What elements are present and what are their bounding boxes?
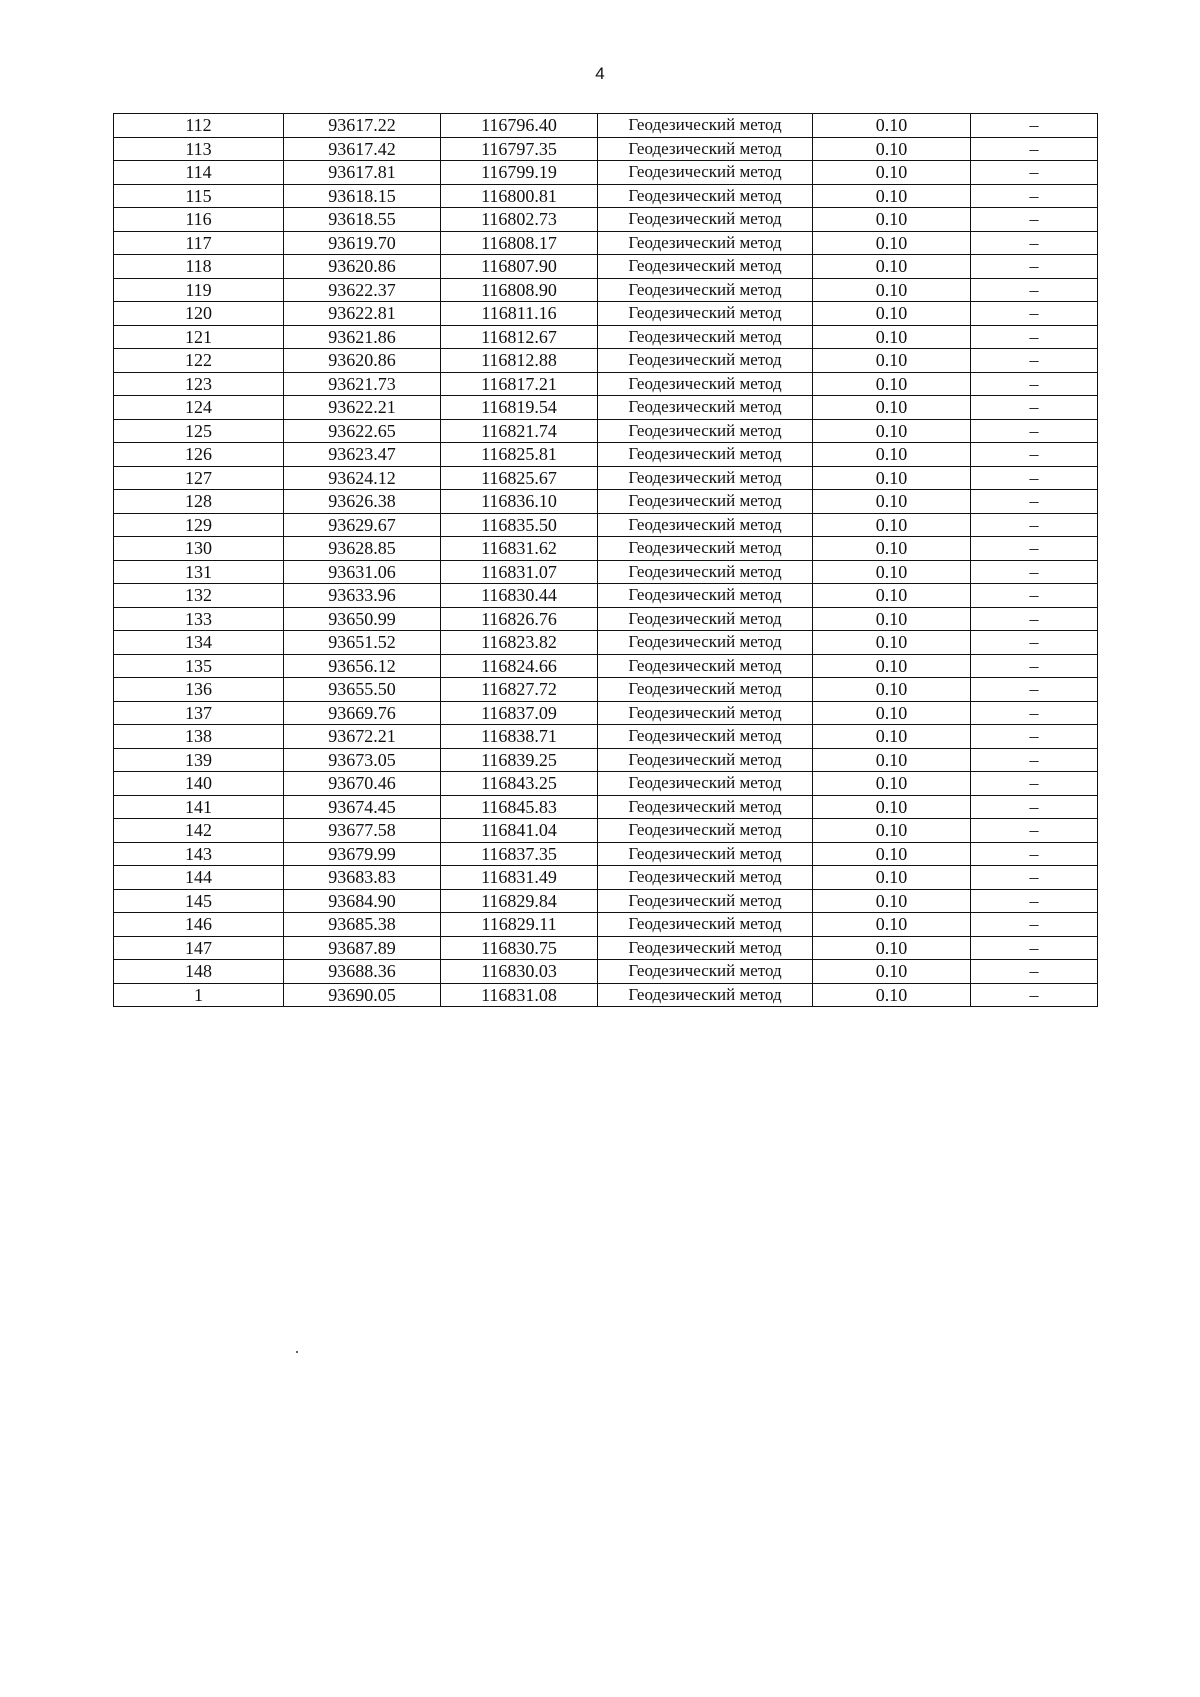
dash-cell: – [971,278,1098,302]
method-cell: Геодезический метод [598,208,813,232]
point-number-cell: 1 [114,983,284,1007]
y-coordinate-cell: 116845.83 [441,795,598,819]
y-coordinate-cell: 116829.84 [441,889,598,913]
method-cell: Геодезический метод [598,137,813,161]
dash-cell: – [971,748,1098,772]
method-cell: Геодезический метод [598,654,813,678]
accuracy-cell: 0.10 [813,443,971,467]
accuracy-cell: 0.10 [813,701,971,725]
x-coordinate-cell: 93690.05 [284,983,441,1007]
table-row [114,466,1098,490]
x-coordinate-cell: 93672.21 [284,725,441,749]
method-cell: Геодезический метод [598,419,813,443]
x-coordinate-cell: 93622.21 [284,396,441,420]
accuracy-cell: 0.10 [813,161,971,185]
point-number-cell: 120 [114,302,284,326]
x-coordinate-cell: 93688.36 [284,960,441,984]
accuracy-cell: 0.10 [813,255,971,279]
x-coordinate-cell: 93622.81 [284,302,441,326]
table-row [114,278,1098,302]
table-row [114,349,1098,373]
accuracy-cell: 0.10 [813,537,971,561]
accuracy-cell: 0.10 [813,631,971,655]
table-row [114,419,1098,443]
point-number-cell: 142 [114,819,284,843]
method-cell: Геодезический метод [598,349,813,373]
table-row [114,936,1098,960]
method-cell: Геодезический метод [598,372,813,396]
x-coordinate-cell: 93622.65 [284,419,441,443]
table-row [114,537,1098,561]
coordinates-table [113,113,1098,1007]
point-number-cell: 146 [114,913,284,937]
y-coordinate-cell: 116839.25 [441,748,598,772]
accuracy-cell: 0.10 [813,302,971,326]
x-coordinate-cell: 93674.45 [284,795,441,819]
point-number-cell: 123 [114,372,284,396]
method-cell: Геодезический метод [598,537,813,561]
dash-cell: – [971,466,1098,490]
y-coordinate-cell: 116837.09 [441,701,598,725]
accuracy-cell: 0.10 [813,114,971,138]
accuracy-cell: 0.10 [813,560,971,584]
x-coordinate-cell: 93618.15 [284,184,441,208]
method-cell: Геодезический метод [598,184,813,208]
accuracy-cell: 0.10 [813,490,971,514]
method-cell: Геодезический метод [598,443,813,467]
method-cell: Геодезический метод [598,866,813,890]
method-cell: Геодезический метод [598,772,813,796]
table-row [114,866,1098,890]
dash-cell: – [971,725,1098,749]
table-row [114,560,1098,584]
dash-cell: – [971,889,1098,913]
table-row [114,889,1098,913]
y-coordinate-cell: 116830.03 [441,960,598,984]
point-number-cell: 129 [114,513,284,537]
method-cell: Геодезический метод [598,842,813,866]
dash-cell: – [971,701,1098,725]
table-row [114,748,1098,772]
method-cell: Геодезический метод [598,490,813,514]
dash-cell: – [971,537,1098,561]
method-cell: Геодезический метод [598,584,813,608]
y-coordinate-cell: 116797.35 [441,137,598,161]
accuracy-cell: 0.10 [813,960,971,984]
dash-cell: – [971,443,1098,467]
dash-cell: – [971,114,1098,138]
y-coordinate-cell: 116808.90 [441,278,598,302]
table-row [114,795,1098,819]
dash-cell: – [971,983,1098,1007]
accuracy-cell: 0.10 [813,842,971,866]
accuracy-cell: 0.10 [813,372,971,396]
accuracy-cell: 0.10 [813,772,971,796]
point-number-cell: 118 [114,255,284,279]
x-coordinate-cell: 93683.83 [284,866,441,890]
dash-cell: – [971,349,1098,373]
point-number-cell: 126 [114,443,284,467]
dash-cell: – [971,231,1098,255]
table-row [114,137,1098,161]
accuracy-cell: 0.10 [813,819,971,843]
accuracy-cell: 0.10 [813,748,971,772]
y-coordinate-cell: 116843.25 [441,772,598,796]
x-coordinate-cell: 93670.46 [284,772,441,796]
point-number-cell: 117 [114,231,284,255]
method-cell: Геодезический метод [598,325,813,349]
method-cell: Геодезический метод [598,960,813,984]
method-cell: Геодезический метод [598,701,813,725]
accuracy-cell: 0.10 [813,889,971,913]
point-number-cell: 115 [114,184,284,208]
method-cell: Геодезический метод [598,678,813,702]
x-coordinate-cell: 93633.96 [284,584,441,608]
table-row [114,842,1098,866]
accuracy-cell: 0.10 [813,184,971,208]
accuracy-cell: 0.10 [813,607,971,631]
x-coordinate-cell: 93687.89 [284,936,441,960]
point-number-cell: 128 [114,490,284,514]
table-row [114,443,1098,467]
x-coordinate-cell: 93619.70 [284,231,441,255]
x-coordinate-cell: 93626.38 [284,490,441,514]
y-coordinate-cell: 116817.21 [441,372,598,396]
x-coordinate-cell: 93624.12 [284,466,441,490]
method-cell: Геодезический метод [598,161,813,185]
dash-cell: – [971,678,1098,702]
x-coordinate-cell: 93669.76 [284,701,441,725]
method-cell: Геодезический метод [598,607,813,631]
x-coordinate-cell: 93684.90 [284,889,441,913]
x-coordinate-cell: 93679.99 [284,842,441,866]
method-cell: Геодезический метод [598,913,813,937]
accuracy-cell: 0.10 [813,349,971,373]
y-coordinate-cell: 116799.19 [441,161,598,185]
y-coordinate-cell: 116808.17 [441,231,598,255]
dash-cell: – [971,936,1098,960]
y-coordinate-cell: 116838.71 [441,725,598,749]
accuracy-cell: 0.10 [813,795,971,819]
method-cell: Геодезический метод [598,466,813,490]
y-coordinate-cell: 116811.16 [441,302,598,326]
x-coordinate-cell: 93673.05 [284,748,441,772]
method-cell: Геодезический метод [598,748,813,772]
x-coordinate-cell: 93623.47 [284,443,441,467]
x-coordinate-cell: 93621.73 [284,372,441,396]
dash-cell: – [971,161,1098,185]
table-row [114,231,1098,255]
point-number-cell: 140 [114,772,284,796]
table-row [114,184,1098,208]
point-number-cell: 113 [114,137,284,161]
method-cell: Геодезический метод [598,255,813,279]
y-coordinate-cell: 116831.07 [441,560,598,584]
point-number-cell: 136 [114,678,284,702]
dash-cell: – [971,584,1098,608]
dash-cell: – [971,560,1098,584]
x-coordinate-cell: 93620.86 [284,255,441,279]
accuracy-cell: 0.10 [813,419,971,443]
x-coordinate-cell: 93677.58 [284,819,441,843]
point-number-cell: 134 [114,631,284,655]
table-row [114,208,1098,232]
y-coordinate-cell: 116841.04 [441,819,598,843]
x-coordinate-cell: 93617.81 [284,161,441,185]
point-number-cell: 131 [114,560,284,584]
dash-cell: – [971,137,1098,161]
x-coordinate-cell: 93628.85 [284,537,441,561]
accuracy-cell: 0.10 [813,278,971,302]
table-row [114,960,1098,984]
accuracy-cell: 0.10 [813,325,971,349]
y-coordinate-cell: 116831.49 [441,866,598,890]
point-number-cell: 116 [114,208,284,232]
point-number-cell: 119 [114,278,284,302]
point-number-cell: 145 [114,889,284,913]
dash-cell: – [971,654,1098,678]
table-row [114,819,1098,843]
x-coordinate-cell: 93685.38 [284,913,441,937]
dash-cell: – [971,513,1098,537]
x-coordinate-cell: 93620.86 [284,349,441,373]
dash-cell: – [971,325,1098,349]
dash-cell: – [971,184,1098,208]
y-coordinate-cell: 116837.35 [441,842,598,866]
dash-cell: – [971,419,1098,443]
coordinates-table-body [114,114,1098,1007]
method-cell: Геодезический метод [598,936,813,960]
x-coordinate-cell: 93650.99 [284,607,441,631]
point-number-cell: 137 [114,701,284,725]
y-coordinate-cell: 116807.90 [441,255,598,279]
accuracy-cell: 0.10 [813,936,971,960]
dash-cell: – [971,631,1098,655]
accuracy-cell: 0.10 [813,466,971,490]
stray-dot-mark [296,1351,298,1353]
point-number-cell: 135 [114,654,284,678]
x-coordinate-cell: 93631.06 [284,560,441,584]
table-row [114,114,1098,138]
y-coordinate-cell: 116826.76 [441,607,598,631]
table-row [114,490,1098,514]
y-coordinate-cell: 116830.44 [441,584,598,608]
table-row [114,161,1098,185]
point-number-cell: 148 [114,960,284,984]
point-number-cell: 141 [114,795,284,819]
y-coordinate-cell: 116831.08 [441,983,598,1007]
y-coordinate-cell: 116830.75 [441,936,598,960]
method-cell: Геодезический метод [598,302,813,326]
y-coordinate-cell: 116827.72 [441,678,598,702]
point-number-cell: 143 [114,842,284,866]
y-coordinate-cell: 116824.66 [441,654,598,678]
dash-cell: – [971,396,1098,420]
method-cell: Геодезический метод [598,396,813,420]
y-coordinate-cell: 116825.81 [441,443,598,467]
x-coordinate-cell: 93618.55 [284,208,441,232]
table-row [114,983,1098,1007]
dash-cell: – [971,255,1098,279]
y-coordinate-cell: 116829.11 [441,913,598,937]
dash-cell: – [971,490,1098,514]
accuracy-cell: 0.10 [813,513,971,537]
point-number-cell: 130 [114,537,284,561]
table-row [114,607,1098,631]
table-row [114,372,1098,396]
table-row [114,513,1098,537]
point-number-cell: 147 [114,936,284,960]
x-coordinate-cell: 93617.22 [284,114,441,138]
dash-cell: – [971,302,1098,326]
table-row [114,302,1098,326]
dash-cell: – [971,208,1098,232]
dash-cell: – [971,866,1098,890]
method-cell: Геодезический метод [598,819,813,843]
accuracy-cell: 0.10 [813,983,971,1007]
point-number-cell: 133 [114,607,284,631]
y-coordinate-cell: 116812.88 [441,349,598,373]
y-coordinate-cell: 116800.81 [441,184,598,208]
dash-cell: – [971,772,1098,796]
y-coordinate-cell: 116819.54 [441,396,598,420]
y-coordinate-cell: 116835.50 [441,513,598,537]
accuracy-cell: 0.10 [813,913,971,937]
x-coordinate-cell: 93655.50 [284,678,441,702]
table-row [114,725,1098,749]
accuracy-cell: 0.10 [813,396,971,420]
point-number-cell: 122 [114,349,284,373]
y-coordinate-cell: 116802.73 [441,208,598,232]
x-coordinate-cell: 93651.52 [284,631,441,655]
y-coordinate-cell: 116825.67 [441,466,598,490]
accuracy-cell: 0.10 [813,654,971,678]
point-number-cell: 124 [114,396,284,420]
point-number-cell: 127 [114,466,284,490]
table-row [114,678,1098,702]
y-coordinate-cell: 116836.10 [441,490,598,514]
table-row [114,584,1098,608]
x-coordinate-cell: 93656.12 [284,654,441,678]
dash-cell: – [971,795,1098,819]
dash-cell: – [971,960,1098,984]
table-row [114,654,1098,678]
point-number-cell: 139 [114,748,284,772]
point-number-cell: 144 [114,866,284,890]
accuracy-cell: 0.10 [813,678,971,702]
point-number-cell: 121 [114,325,284,349]
method-cell: Геодезический метод [598,725,813,749]
dash-cell: – [971,372,1098,396]
accuracy-cell: 0.10 [813,725,971,749]
y-coordinate-cell: 116796.40 [441,114,598,138]
y-coordinate-cell: 116821.74 [441,419,598,443]
page-number: 4 [595,64,605,83]
y-coordinate-cell: 116823.82 [441,631,598,655]
x-coordinate-cell: 93629.67 [284,513,441,537]
table-row [114,772,1098,796]
method-cell: Геодезический метод [598,231,813,255]
method-cell: Геодезический метод [598,513,813,537]
accuracy-cell: 0.10 [813,584,971,608]
method-cell: Геодезический метод [598,114,813,138]
table-row [114,325,1098,349]
accuracy-cell: 0.10 [813,137,971,161]
y-coordinate-cell: 116831.62 [441,537,598,561]
point-number-cell: 132 [114,584,284,608]
point-number-cell: 112 [114,114,284,138]
point-number-cell: 125 [114,419,284,443]
table-row [114,396,1098,420]
dash-cell: – [971,607,1098,631]
x-coordinate-cell: 93621.86 [284,325,441,349]
dash-cell: – [971,819,1098,843]
table-row [114,631,1098,655]
accuracy-cell: 0.10 [813,231,971,255]
table-row [114,913,1098,937]
point-number-cell: 114 [114,161,284,185]
x-coordinate-cell: 93617.42 [284,137,441,161]
table-row [114,255,1098,279]
method-cell: Геодезический метод [598,278,813,302]
method-cell: Геодезический метод [598,795,813,819]
method-cell: Геодезический метод [598,631,813,655]
method-cell: Геодезический метод [598,983,813,1007]
accuracy-cell: 0.10 [813,208,971,232]
accuracy-cell: 0.10 [813,866,971,890]
dash-cell: – [971,842,1098,866]
method-cell: Геодезический метод [598,889,813,913]
x-coordinate-cell: 93622.37 [284,278,441,302]
point-number-cell: 138 [114,725,284,749]
y-coordinate-cell: 116812.67 [441,325,598,349]
dash-cell: – [971,913,1098,937]
method-cell: Геодезический метод [598,560,813,584]
table-row [114,701,1098,725]
